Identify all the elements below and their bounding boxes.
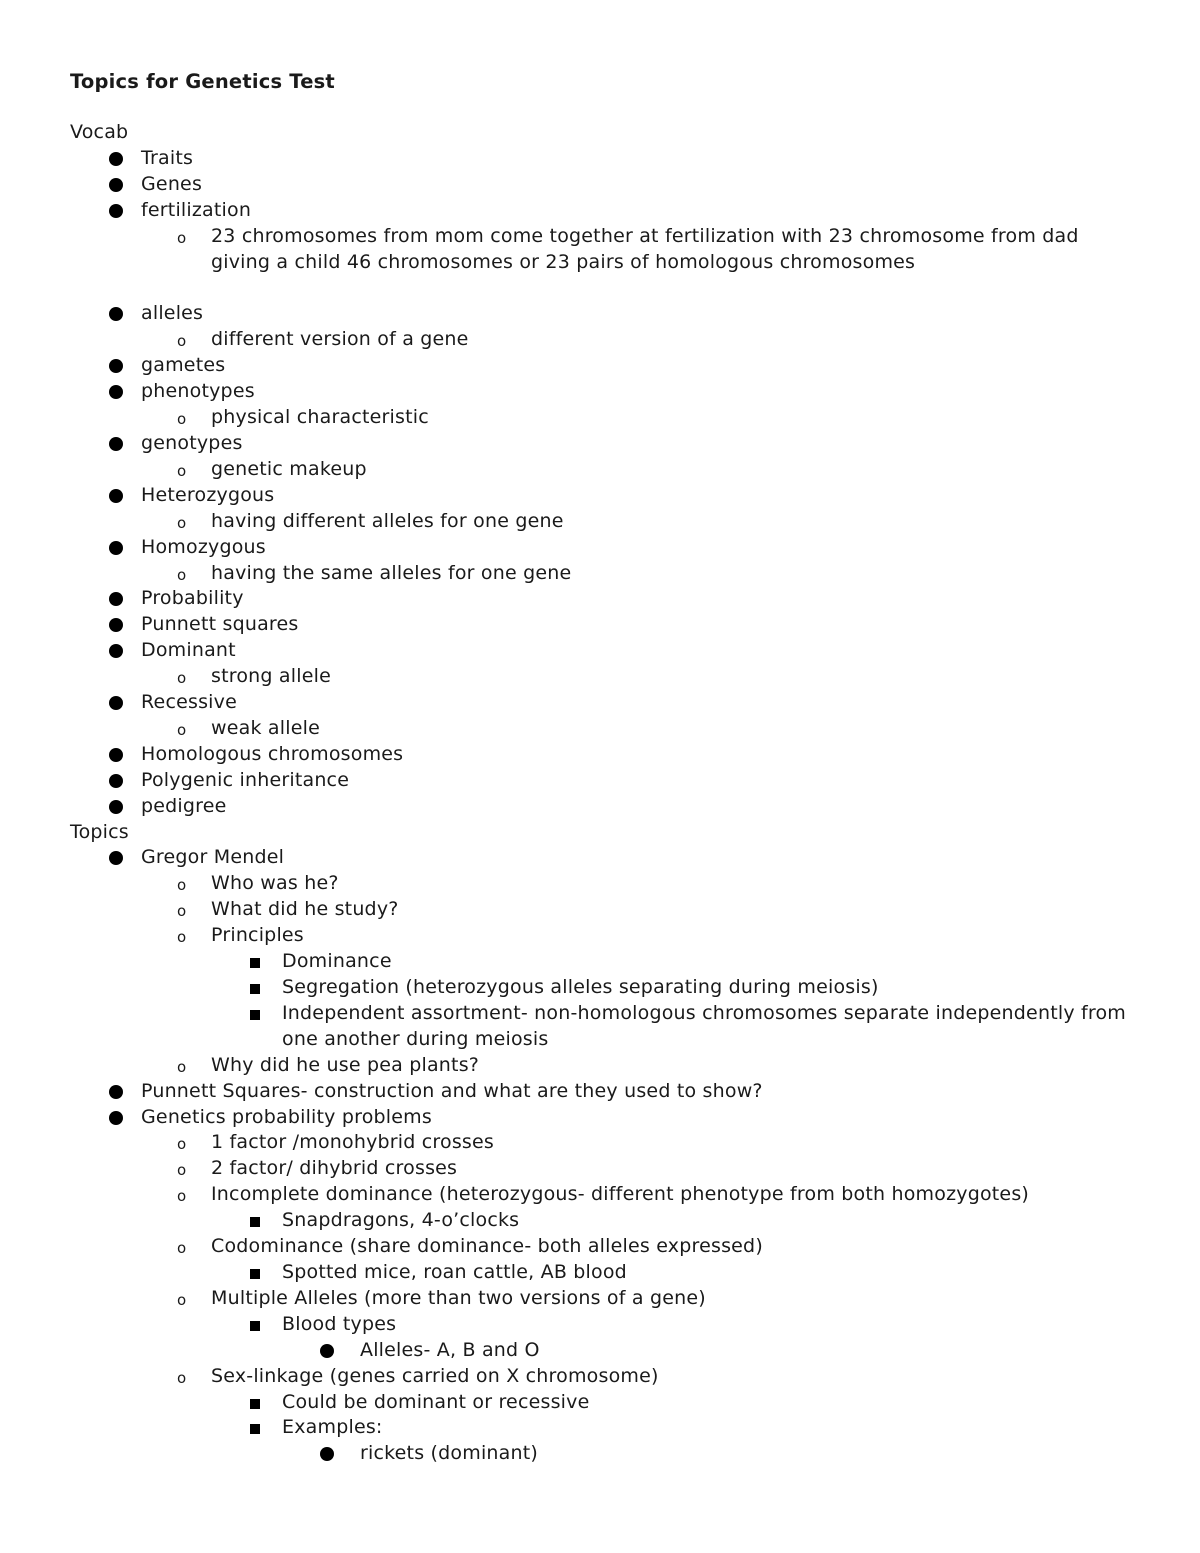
list-item xyxy=(70,794,1140,820)
bullet-icon xyxy=(109,178,123,192)
list-item xyxy=(70,1105,1140,1131)
circle-bullet-icon: o xyxy=(177,332,187,351)
list-item-text: Polygenic inheritance xyxy=(141,768,350,791)
sub-list-item xyxy=(70,1364,1140,1390)
list-item-text: Gregor Mendel xyxy=(141,846,285,869)
bullet-icon xyxy=(109,489,123,503)
square-bullet-icon xyxy=(250,1321,260,1331)
list-item-text: rickets (dominant) xyxy=(360,1442,539,1465)
bullet-icon xyxy=(109,851,123,865)
document-page xyxy=(70,68,1140,1467)
circle-bullet-icon: o xyxy=(177,513,187,532)
sub-list-item xyxy=(70,1182,1140,1208)
bullet-icon xyxy=(109,385,123,399)
list-item xyxy=(70,586,1140,612)
list-item-text: Independent assortment- non-homologous chromosomes separate independently from one another during meiosis xyxy=(282,1001,1127,1050)
square-bullet-icon xyxy=(250,1269,260,1279)
bullet-icon xyxy=(109,1111,123,1125)
list-item-text: Could be dominant or recessive xyxy=(282,1390,590,1413)
square-bullet-icon xyxy=(250,1399,260,1409)
list-item xyxy=(70,198,1140,224)
list-item-text: Multiple Alleles (more than two versions of a gene) xyxy=(211,1286,706,1309)
list-item-text: Probability xyxy=(141,587,244,610)
bullet-icon xyxy=(109,774,123,788)
circle-bullet-icon: o xyxy=(177,1290,187,1309)
bullet-icon xyxy=(109,1085,123,1099)
sub-sub-list-item xyxy=(70,1312,1140,1338)
sub-sub-sub-list-item xyxy=(70,1338,1140,1364)
bullet-icon xyxy=(109,204,123,218)
circle-bullet-icon: o xyxy=(177,669,187,688)
sub-list-item xyxy=(70,1234,1140,1260)
circle-bullet-icon: o xyxy=(177,565,187,584)
circle-bullet-icon: o xyxy=(177,1135,187,1154)
list-item-text: Punnett Squares- construction and what are they used to show? xyxy=(141,1079,763,1102)
sub-list-item xyxy=(70,664,1140,690)
circle-bullet-icon: o xyxy=(177,902,187,921)
bullet-icon xyxy=(109,541,123,555)
sub-list-item xyxy=(70,897,1140,923)
list-item xyxy=(70,1079,1140,1105)
list-item-text: Codominance (share dominance- both alleles expressed) xyxy=(211,1235,763,1258)
sub-list-item xyxy=(70,871,1140,897)
list-item xyxy=(70,845,1140,871)
circle-bullet-icon: o xyxy=(177,1057,187,1076)
list-item-text: Why did he use pea plants? xyxy=(211,1053,480,1076)
circle-bullet-icon: o xyxy=(177,928,187,947)
bullet-icon xyxy=(109,696,123,710)
sub-list-item xyxy=(70,457,1140,483)
bullet-icon xyxy=(109,437,123,451)
sub-list-item xyxy=(70,405,1140,431)
bullet-icon xyxy=(109,618,123,632)
list-item-text: Genes xyxy=(141,172,203,195)
list-item-text: having different alleles for one gene xyxy=(211,509,564,532)
section-heading-vocab: Vocab xyxy=(70,121,129,143)
list-item xyxy=(70,690,1140,716)
list-item-text: Homologous chromosomes xyxy=(141,742,404,765)
circle-bullet-icon: o xyxy=(177,1161,187,1180)
list-item-text: Segregation (heterozygous alleles separating during meiosis) xyxy=(282,976,879,998)
list-item xyxy=(70,742,1140,768)
list-item-text: Heterozygous xyxy=(141,483,275,506)
bullet-icon xyxy=(109,800,123,814)
bullet-icon xyxy=(320,1344,334,1358)
circle-bullet-icon: o xyxy=(177,720,187,739)
list-item xyxy=(70,483,1140,509)
list-item xyxy=(70,172,1140,198)
circle-bullet-icon: o xyxy=(177,876,187,895)
square-bullet-icon xyxy=(250,958,260,968)
square-bullet-icon xyxy=(250,1424,260,1434)
sub-sub-list-item xyxy=(70,1260,1140,1286)
square-bullet-icon xyxy=(250,1217,260,1227)
list-item xyxy=(70,379,1140,405)
list-item-text: 23 chromosomes from mom come together at fertilization with 23 chromosome from dad giving a child 46 chromosomes or 23 pairs of homologous chromosomes xyxy=(211,224,1079,273)
circle-bullet-icon: o xyxy=(177,410,187,429)
list-item xyxy=(70,638,1140,664)
list-item-text: phenotypes xyxy=(141,380,255,403)
circle-bullet-icon: o xyxy=(177,1368,187,1387)
list-item-text: different version of a gene xyxy=(211,328,469,351)
sub-sub-list-item xyxy=(70,949,1140,975)
list-item-text: Spotted mice, roan cattle, AB blood xyxy=(282,1260,627,1283)
bullet-icon xyxy=(109,359,123,373)
sub-list-item xyxy=(70,224,1140,276)
list-item xyxy=(70,768,1140,794)
section-heading-topics: Topics xyxy=(70,820,129,843)
square-bullet-icon xyxy=(250,1010,260,1020)
list-item xyxy=(70,431,1140,457)
list-item-text: strong allele xyxy=(211,665,331,688)
list-item-text: Blood types xyxy=(282,1312,397,1335)
bullet-icon xyxy=(109,644,123,658)
list-item-text: Recessive xyxy=(141,691,237,714)
circle-bullet-icon: o xyxy=(177,1239,187,1258)
list-item xyxy=(70,301,1140,327)
list-item-text: Snapdragons, 4-o’clocks xyxy=(282,1209,520,1232)
list-item-text: genotypes xyxy=(141,431,243,454)
circle-bullet-icon: o xyxy=(177,228,187,247)
list-item xyxy=(70,146,1140,172)
sub-sub-list-item xyxy=(70,1208,1140,1234)
sub-sub-list-item xyxy=(70,975,1140,1001)
list-item-text: 1 factor /monohybrid crosses xyxy=(211,1131,495,1154)
list-item-text: Punnett squares xyxy=(141,613,299,636)
list-item-text: Examples: xyxy=(282,1416,383,1439)
list-item-text: Genetics probability problems xyxy=(141,1105,432,1128)
spacer xyxy=(70,275,1140,301)
list-item-text: weak allele xyxy=(211,716,320,739)
circle-bullet-icon: o xyxy=(177,1187,187,1206)
list-item-text: What did he study? xyxy=(211,898,399,921)
bullet-icon xyxy=(109,592,123,606)
list-item-text: 2 factor/ dihybrid crosses xyxy=(211,1157,458,1180)
sub-sub-sub-list-item xyxy=(70,1441,1140,1467)
list-item-text: pedigree xyxy=(141,794,227,817)
list-item-text: Incomplete dominance (heterozygous- different phenotype from both homozygotes) xyxy=(211,1183,1030,1206)
sub-list-item xyxy=(70,509,1140,535)
sub-list-item xyxy=(70,327,1140,353)
page-title: Topics for Genetics Test xyxy=(70,70,335,93)
sub-sub-list-item xyxy=(70,1001,1140,1053)
list-item-text: Traits xyxy=(141,146,194,169)
sub-list-item xyxy=(70,1130,1140,1156)
bullet-icon xyxy=(109,748,123,762)
list-item-text: Who was he? xyxy=(211,872,339,895)
list-item-text: alleles xyxy=(141,302,204,325)
list-item-text: Dominance xyxy=(282,950,392,973)
bullet-icon xyxy=(109,307,123,321)
list-item-text: Sex-linkage (genes carried on X chromosome) xyxy=(211,1364,659,1387)
list-item-text: fertilization xyxy=(141,198,252,221)
sub-list-item xyxy=(70,1053,1140,1079)
list-item-text: Principles xyxy=(211,924,304,947)
list-item xyxy=(70,535,1140,561)
bullet-icon xyxy=(320,1447,334,1461)
list-item-text: having the same alleles for one gene xyxy=(211,561,572,584)
sub-sub-list-item xyxy=(70,1415,1140,1441)
list-item-text: physical characteristic xyxy=(211,406,429,429)
sub-list-item xyxy=(70,716,1140,742)
sub-list-item xyxy=(70,561,1140,587)
circle-bullet-icon: o xyxy=(177,461,187,480)
list-item xyxy=(70,353,1140,379)
list-item-text: genetic makeup xyxy=(211,457,367,480)
sub-list-item xyxy=(70,1286,1140,1312)
list-item-text: Homozygous xyxy=(141,535,266,558)
sub-list-item xyxy=(70,1156,1140,1182)
list-item-text: gametes xyxy=(141,354,226,377)
sub-sub-list-item xyxy=(70,1390,1140,1416)
square-bullet-icon xyxy=(250,984,260,994)
list-item-text: Alleles- A, B and O xyxy=(360,1338,540,1361)
list-item xyxy=(70,612,1140,638)
sub-list-item xyxy=(70,923,1140,949)
list-item-text: Dominant xyxy=(141,639,236,662)
bullet-icon xyxy=(109,152,123,166)
